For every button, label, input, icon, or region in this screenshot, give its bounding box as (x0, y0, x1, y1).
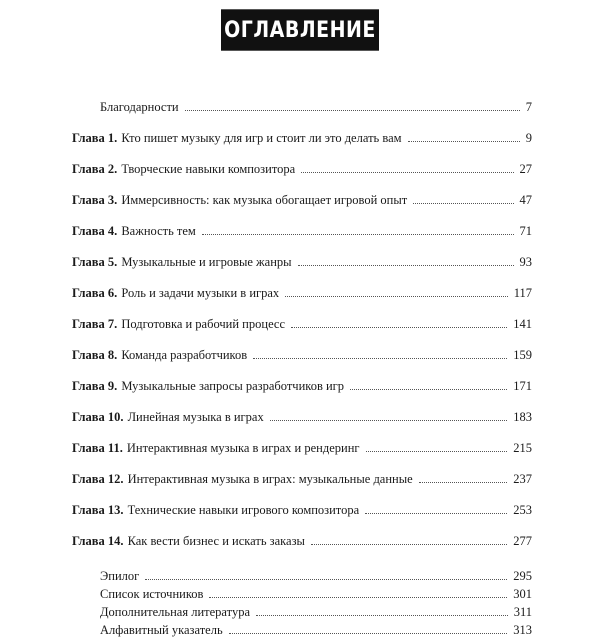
toc-entry-chapter-6[interactable] (72, 286, 532, 301)
dot-leader (408, 140, 520, 142)
dot-leader (366, 450, 508, 452)
page-number: 253 (513, 503, 532, 517)
entry-title: Интерактивная музыка в играх: музыкальные данные (127, 472, 413, 486)
chapter-label: Глава 9. (72, 379, 118, 393)
entry-title: Команда разработчиков (121, 348, 248, 362)
toc-entry-further-reading[interactable] (72, 605, 532, 620)
toc-entry-chapter-12[interactable] (72, 472, 532, 487)
chapter-label: Глава 5. (72, 255, 118, 269)
dot-leader (301, 171, 513, 173)
toc-title-banner (221, 9, 379, 50)
entry-title: Дополнительная литература (100, 605, 250, 619)
entry-title: Творческие навыки композитора (121, 162, 296, 176)
chapter-label: Глава 8. (72, 348, 118, 362)
entry-title: Музыкальные и игровые жанры (121, 255, 292, 269)
toc-entry-chapter-13[interactable] (72, 503, 532, 518)
chapter-label: Глава 2. (72, 162, 118, 176)
entry-title: Линейная музыка в играх (127, 410, 264, 424)
chapter-label: Глава 11. (72, 441, 123, 455)
dot-leader (298, 264, 514, 266)
entry-title: Интерактивная музыка в играх и рендеринг (126, 441, 360, 455)
entry-title: Музыкальные запросы разработчиков игр (121, 379, 345, 393)
toc-entry-chapter-3[interactable] (72, 193, 532, 208)
toc-entry-chapter-10[interactable] (72, 410, 532, 425)
page-number: 237 (513, 472, 532, 486)
page-number: 311 (513, 605, 532, 619)
toc-entry-chapter-14[interactable] (72, 534, 532, 549)
dot-leader (365, 512, 507, 514)
page-number: 117 (513, 286, 532, 300)
dot-leader (350, 388, 507, 390)
entry-title: Алфавитный указатель (100, 623, 223, 637)
toc-entry-chapter-2[interactable] (72, 162, 532, 177)
dot-leader (185, 109, 520, 111)
page-number: 9 (525, 131, 532, 145)
dot-leader (145, 578, 507, 580)
toc-entry-chapter-11[interactable] (72, 441, 532, 456)
chapter-label: Глава 1. (72, 131, 118, 145)
toc-entry-chapter-4[interactable] (72, 224, 532, 239)
chapter-label: Глава 3. (72, 193, 118, 207)
entry-title: Важность тем (121, 224, 196, 238)
toc-entry-acknowledgements[interactable] (72, 100, 532, 115)
toc-entry-chapter-8[interactable] (72, 348, 532, 363)
dot-leader (311, 543, 507, 545)
dot-leader (256, 614, 508, 616)
page-number: 215 (513, 441, 532, 455)
entry-title: Как вести бизнес и искать заказы (127, 534, 305, 548)
dot-leader (202, 233, 514, 235)
page-number: 27 (519, 162, 532, 176)
chapter-label: Глава 7. (72, 317, 118, 331)
toc-entry-epilogue[interactable] (72, 569, 532, 584)
dot-leader (209, 596, 507, 598)
dot-leader (413, 202, 513, 204)
dot-leader (291, 326, 507, 328)
toc-entry-chapter-5[interactable] (72, 255, 532, 270)
page-number: 171 (513, 379, 532, 393)
page-number: 277 (513, 534, 532, 548)
page-number: 183 (513, 410, 532, 424)
dot-leader (270, 419, 508, 421)
entry-title: Кто пишет музыку для игр и стоит ли это делать вам (121, 131, 402, 145)
toc-entry-chapter-7[interactable] (72, 317, 532, 332)
dot-leader (285, 295, 508, 297)
dot-leader (253, 357, 507, 359)
dot-leader (229, 632, 508, 634)
chapter-label: Глава 14. (72, 534, 124, 548)
page-number: 159 (513, 348, 532, 362)
chapter-label: Глава 6. (72, 286, 118, 300)
chapter-label: Глава 4. (72, 224, 118, 238)
page-number: 141 (513, 317, 532, 331)
entry-title: Список источников (100, 587, 204, 601)
page-number: 93 (519, 255, 532, 269)
page-number: 301 (513, 587, 532, 601)
toc-entry-chapter-1[interactable] (72, 131, 532, 146)
toc-entry-chapter-9[interactable] (72, 379, 532, 394)
page-number: 71 (519, 224, 532, 238)
toc-entry-index[interactable] (72, 623, 532, 638)
entry-title: Эпилог (100, 569, 140, 583)
entry-title: Иммерсивность: как музыка обогащает игровой опыт (121, 193, 408, 207)
page-number: 7 (525, 100, 532, 114)
page-number: 313 (513, 623, 532, 637)
chapter-label: Глава 10. (72, 410, 124, 424)
page-number: 47 (519, 193, 532, 207)
dot-leader (419, 481, 508, 483)
chapter-label: Глава 12. (72, 472, 124, 486)
entry-title: Роль и задачи музыки в играх (121, 286, 280, 300)
entry-title: Подготовка и рабочий процесс (121, 317, 286, 331)
entry-title: Технические навыки игрового композитора (127, 503, 360, 517)
toc-list (72, 100, 532, 638)
entry-title: Благодарности (100, 100, 179, 114)
page-number: 295 (513, 569, 532, 583)
chapter-label: Глава 13. (72, 503, 124, 517)
toc-title: ОГЛАВЛЕНИЕ (224, 17, 376, 43)
